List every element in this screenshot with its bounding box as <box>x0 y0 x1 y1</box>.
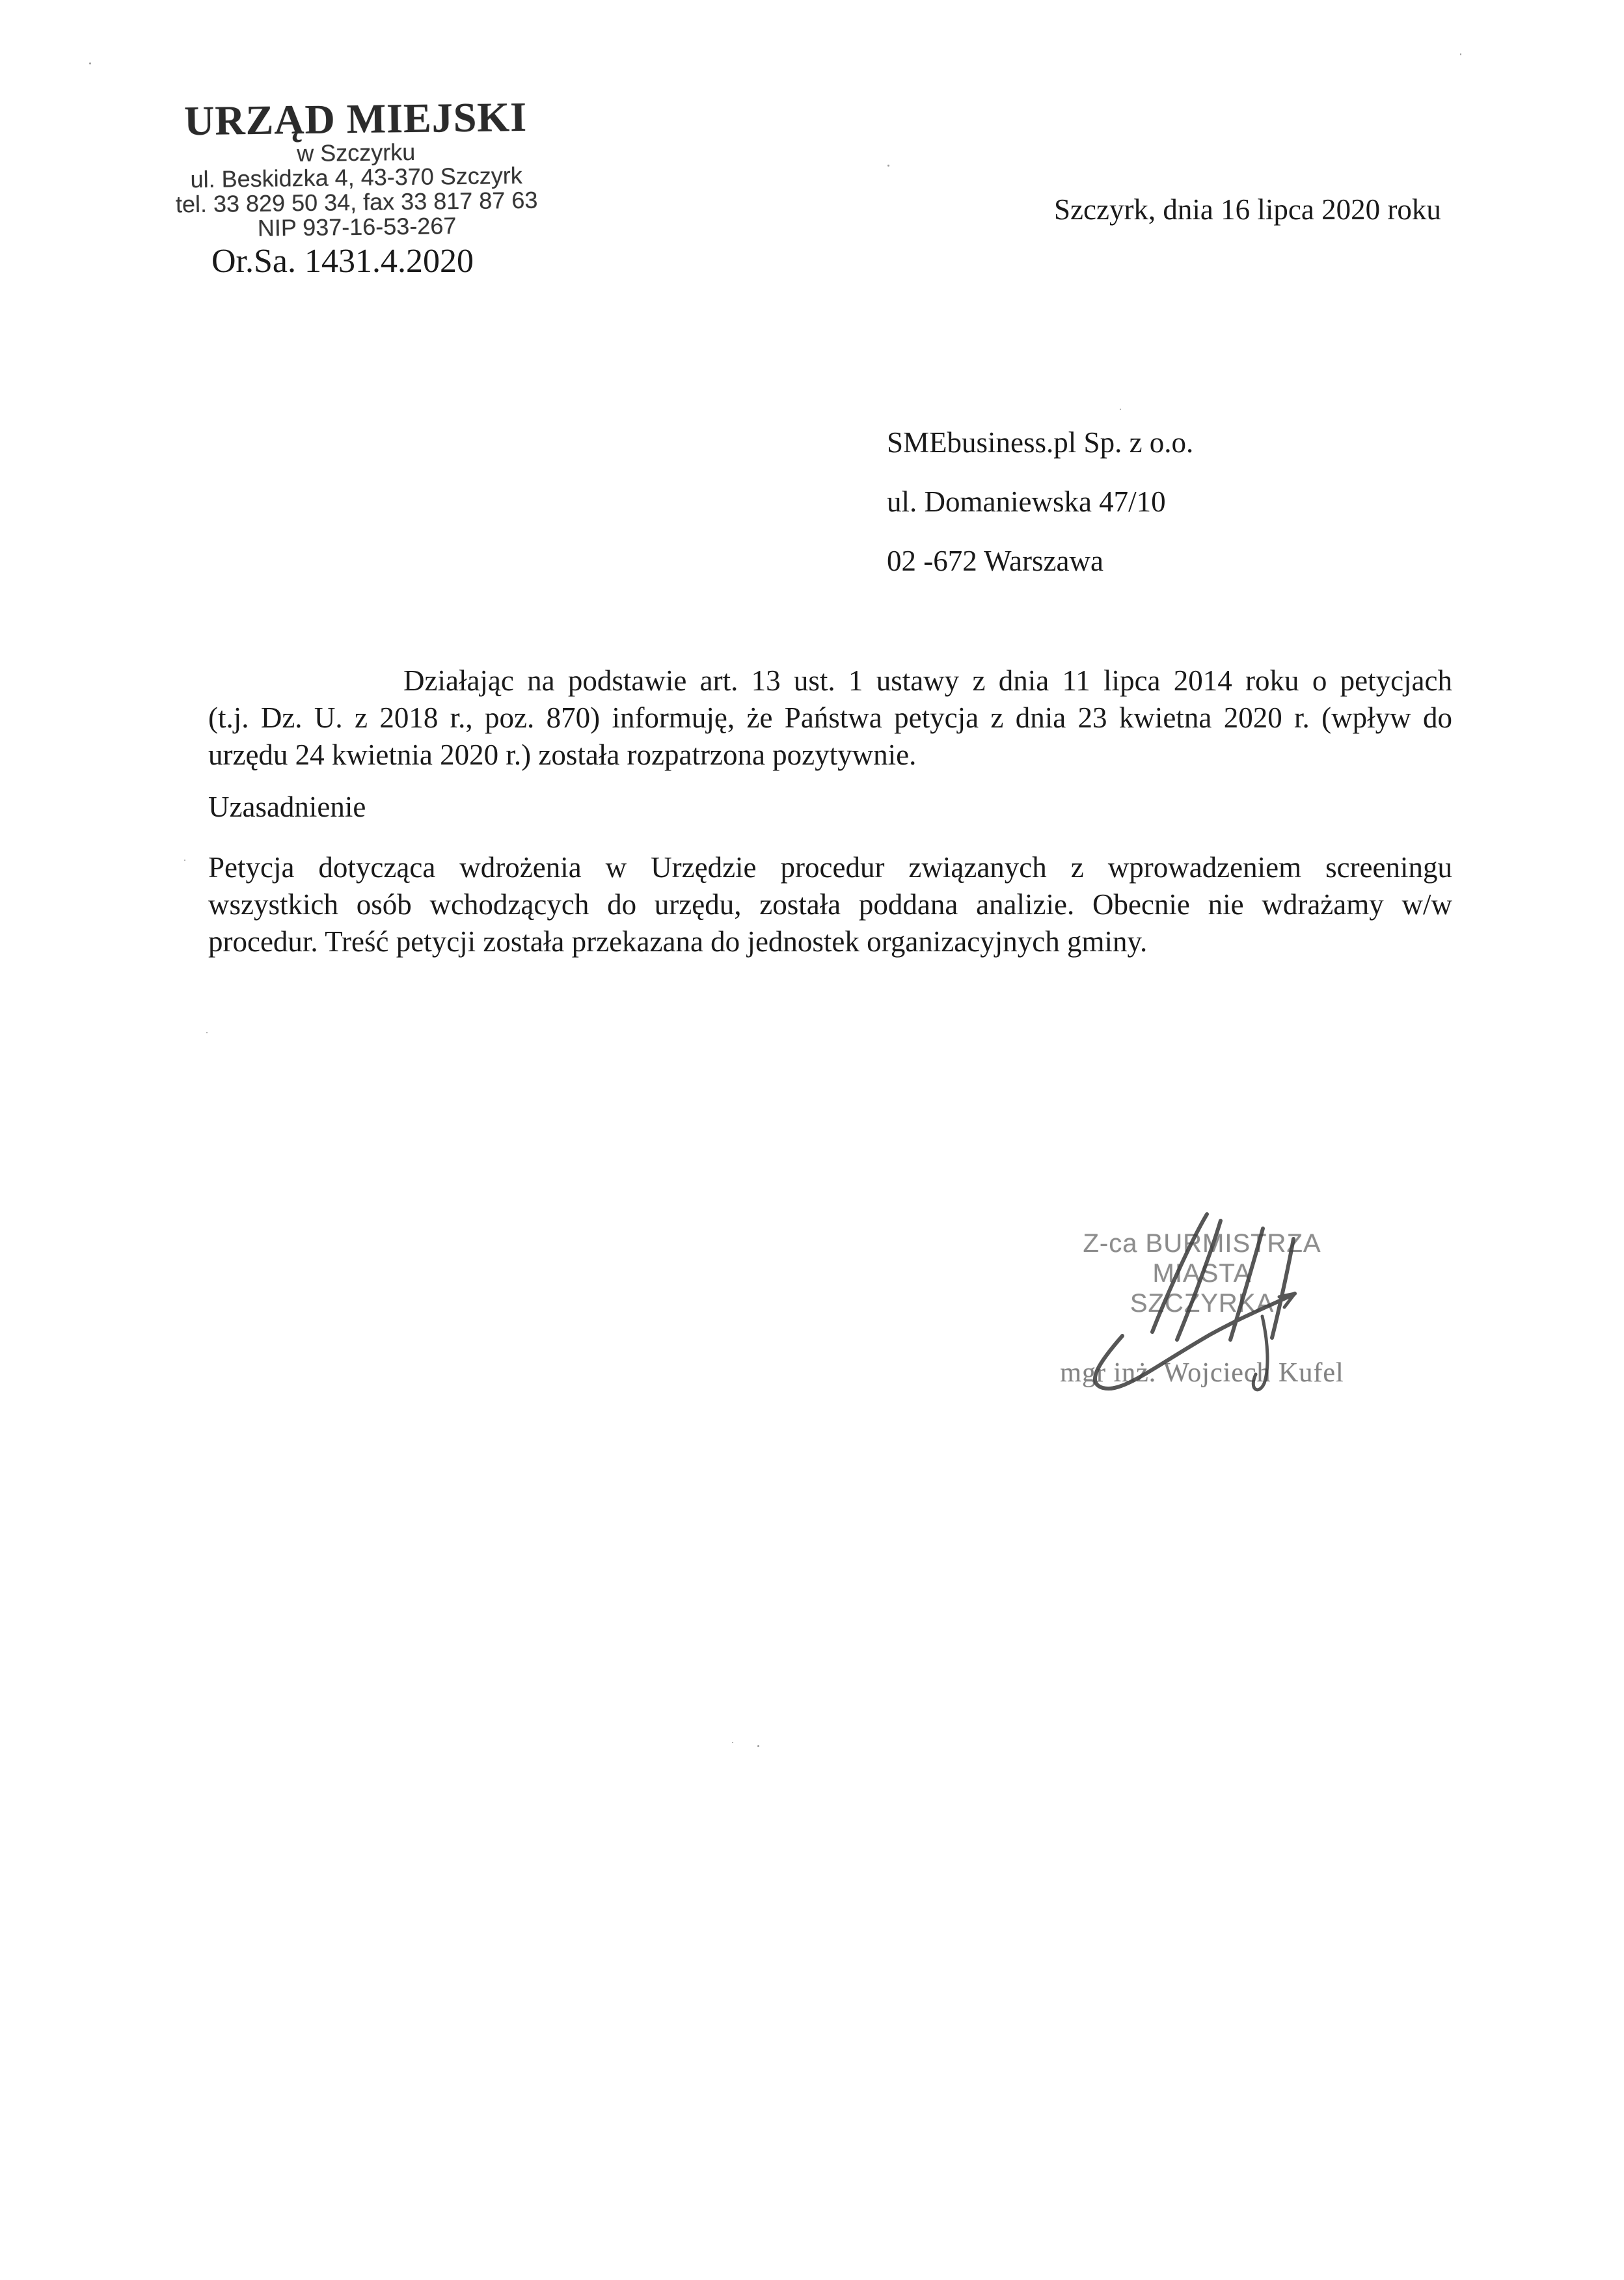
noise-dot <box>206 1032 208 1033</box>
noise-dot <box>757 1745 759 1747</box>
body-paragraph-2 <box>208 849 1452 960</box>
body-line: Działając na podstawie art. 13 ust. 1 ustawy z dnia 11 lipca 2014 roku o petycjach <box>403 664 1452 697</box>
letterhead-phone-fax: tel. 33 829 50 34, fax 33 817 87 63 <box>175 186 538 218</box>
justification-heading: Uzasadnienie <box>208 791 366 823</box>
signer-name: mgr inż. Wojciech Kufel <box>1060 1358 1344 1388</box>
date-line: Szczyrk, dnia 16 lipca 2020 roku <box>1054 193 1441 226</box>
recipient-name: SMEbusiness.pl Sp. z o.o. <box>887 426 1194 459</box>
letterhead-stamp <box>172 93 541 242</box>
body-line: urzędu 24 kwietnia 2020 r.) została rozpatrzona pozytywnie. <box>208 739 917 771</box>
recipient-street: ul. Domaniewska 47/10 <box>887 485 1166 518</box>
noise-dot <box>1120 409 1121 410</box>
body-line: (t.j. Dz. U. z 2018 r., poz. 870) informuję, że Państwa petycja z dnia 23 kwietna 2020 r. (wpływ do <box>208 701 1452 734</box>
body-paragraph-1 <box>208 662 1452 774</box>
noise-dot <box>732 1742 733 1743</box>
handwritten-signature-icon <box>1067 1202 1405 1404</box>
noise-dot <box>184 860 185 861</box>
reference-number: Or.Sa. 1431.4.2020 <box>211 243 474 280</box>
recipient-city: 02 -672 Warszawa <box>887 545 1103 577</box>
letterhead-title: URZĄD MIEJSKI <box>183 93 528 144</box>
letterhead-subtitle: w Szczyrku <box>296 138 416 167</box>
signature-stamp-title: Z-ca BURMISTRZA MIASTA <box>1083 1229 1321 1288</box>
body-line: procedur. Treść petycji została przekazana do jednostek organizacyjnych gminy. <box>208 925 1148 958</box>
noise-dot <box>1460 53 1461 55</box>
noise-dot <box>89 62 91 64</box>
letterhead-address: ul. Beskidzka 4, 43-370 Szczyrk <box>190 161 523 193</box>
signature-stamp-city: SZCZYRKA <box>1130 1289 1275 1318</box>
body-line: wszystkich osób wchodzących do urzędu, została poddana analizie. Obecnie nie wdrażamy w/w <box>208 888 1452 921</box>
body-line: Petycja dotycząca wdrożenia w Urzędzie procedur związanych z wprowadzeniem screeningu <box>208 851 1452 884</box>
noise-dot <box>887 165 889 167</box>
letterhead-nip: NIP 937-16-53-267 <box>257 212 457 241</box>
recipient-block <box>887 413 1193 591</box>
